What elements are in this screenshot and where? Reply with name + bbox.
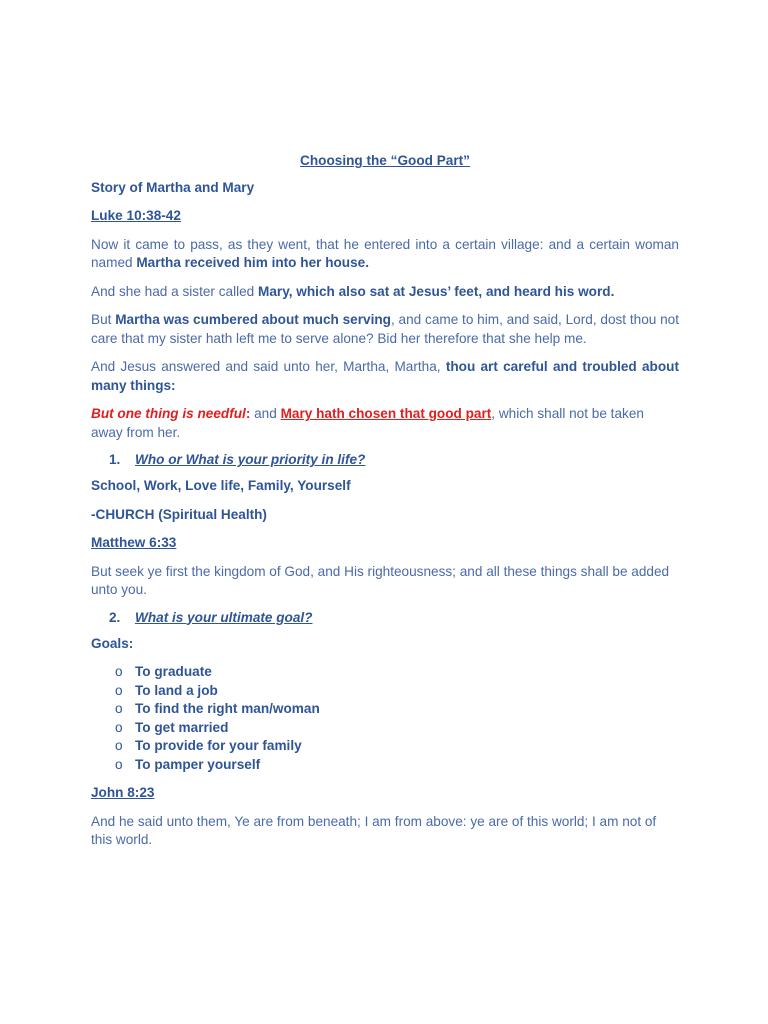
- question-1-number: 1.: [109, 452, 121, 467]
- paragraph-5-colon: :: [245, 406, 251, 421]
- story-heading: Story of Martha and Mary: [91, 179, 255, 195]
- paragraph-1: [91, 236, 679, 273]
- goal-text: To find the right man/woman: [135, 701, 320, 716]
- paragraph-5-needful: But one thing is needful: [91, 406, 246, 421]
- list-item: [91, 663, 679, 682]
- paragraph-3-text-start: But: [91, 312, 116, 327]
- goal-text: To graduate: [135, 664, 212, 679]
- bullet-marker: o: [115, 701, 123, 716]
- paragraph-5: [91, 405, 679, 442]
- goal-text: To provide for your family: [135, 738, 302, 753]
- list-item: [91, 700, 679, 719]
- verse-matthew: But seek ye first the kingdom of God, and His righteousness; and all these things shall be added unto you.: [91, 563, 670, 597]
- paragraph-3-text-end: , and came to him, and said, Lord, dost thou not care that my sister hath left me to serve alone? Bid her therefore that she help me.: [91, 312, 680, 346]
- paragraph-4: [91, 358, 679, 395]
- bullet-marker: o: [115, 738, 123, 753]
- paragraph-5-text-end: , which shall not be taken away from her.: [91, 406, 644, 440]
- page-title: Choosing the “Good Part”: [300, 153, 470, 168]
- goal-text: To get married: [135, 719, 229, 735]
- list-item: [91, 719, 679, 738]
- goal-text: To land a job: [135, 682, 218, 698]
- paragraph-2: [91, 283, 679, 302]
- question-1: [109, 452, 679, 467]
- verse-john: And he said unto them, Ye are from beneath; I am from above: ye are of this world; I am not of this world.: [91, 813, 657, 847]
- scripture-reference-luke: Luke 10:38-42: [91, 208, 181, 223]
- paragraph-3-emphasis: Martha was cumbered about much serving: [115, 312, 391, 327]
- paragraph-1-emphasis: Martha received him into her house.: [136, 255, 370, 270]
- goals-list: [91, 663, 679, 774]
- goals-label: Goals:: [91, 635, 134, 651]
- goal-text: To pamper yourself: [135, 756, 261, 772]
- priorities-list: School, Work, Love life, Family, Yourself: [91, 478, 351, 493]
- list-item: [91, 682, 679, 701]
- question-2-number: 2.: [109, 609, 121, 625]
- bullet-marker: o: [115, 719, 123, 735]
- list-item: [91, 737, 679, 756]
- paragraph-5-good-part: Mary hath chosen that good part: [280, 406, 492, 421]
- paragraph-3: [91, 311, 679, 348]
- paragraph-1-text: Now it came to pass, as they went, that he entered into a certain village: and a certain woman named: [91, 236, 679, 270]
- question-2-text: What is your ultimate goal?: [135, 609, 313, 625]
- paragraph-4-text: And Jesus answered and said unto her, Martha, Martha,: [91, 359, 446, 374]
- question-2: [109, 610, 679, 625]
- scripture-reference-matthew: Matthew 6:33: [91, 535, 177, 550]
- paragraph-2-name: Mary: [258, 283, 289, 299]
- church-priority: -CHURCH (Spiritual Health): [91, 506, 267, 522]
- paragraph-5-and: and: [250, 406, 281, 421]
- document-body: [91, 152, 679, 860]
- scripture-reference-john: John 8:23: [91, 785, 155, 800]
- paragraph-2-text: And she had a sister called: [91, 283, 259, 299]
- list-item: [91, 756, 679, 775]
- bullet-marker: o: [115, 756, 123, 772]
- bullet-marker: o: [115, 682, 123, 698]
- paragraph-2-emphasis: , which also sat at Jesus’ feet, and heard his word.: [288, 283, 615, 299]
- question-1-text: Who or What is your priority in life?: [135, 452, 366, 467]
- paragraph-4-emphasis: thou art careful and troubled about many things:: [91, 359, 679, 393]
- bullet-marker: o: [115, 664, 123, 679]
